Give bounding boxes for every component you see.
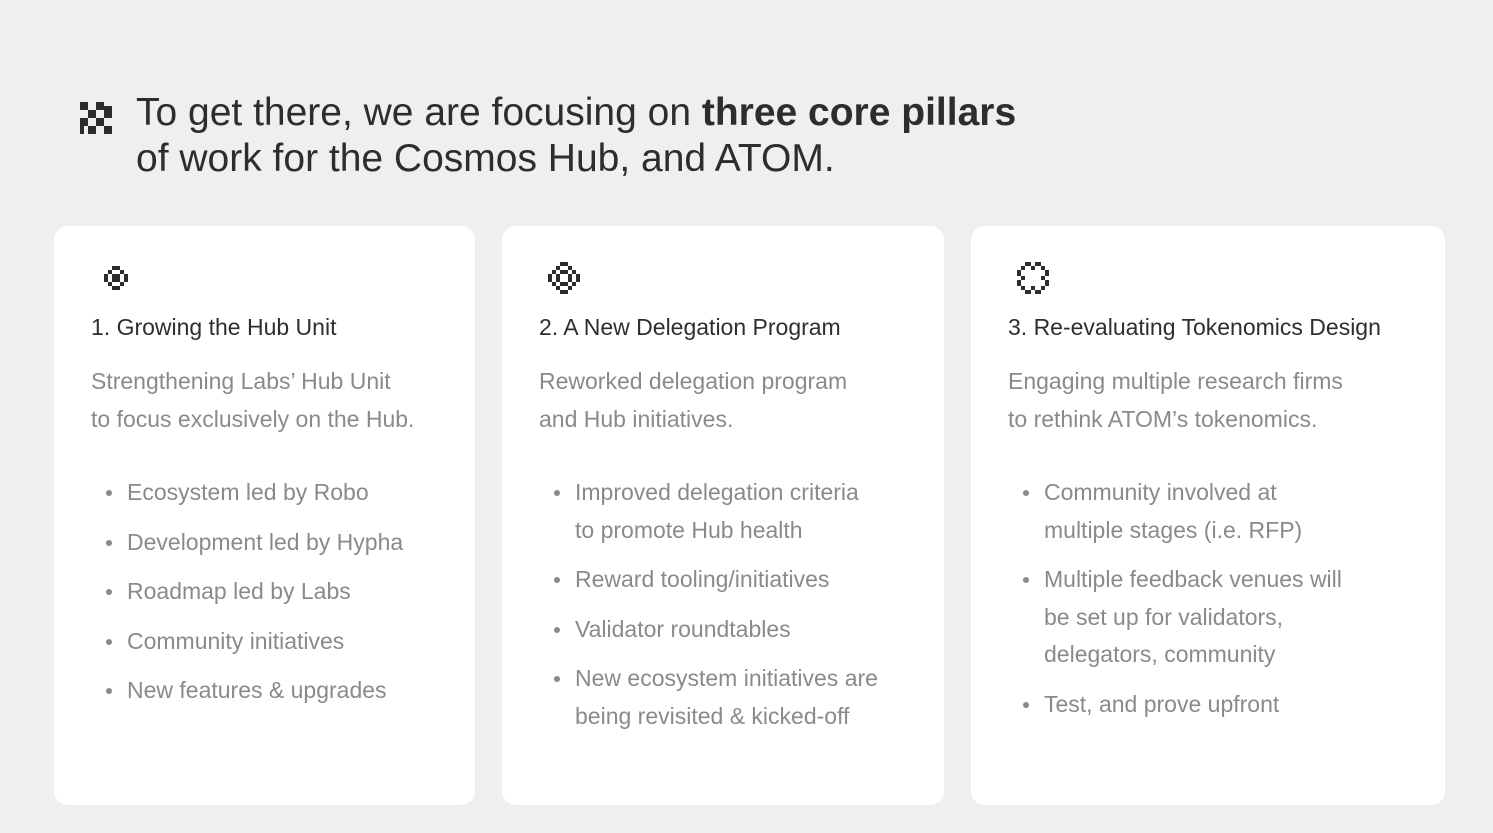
title-line2: of work for the Cosmos Hub, and ATOM.: [136, 137, 835, 180]
list-item: Reward tooling/initiatives: [554, 561, 878, 599]
pixel-ring-icon: [1017, 262, 1049, 294]
list-item: Roadmap led by Labs: [106, 573, 403, 611]
description-line: Reworked delegation program: [539, 368, 848, 394]
hollow-pixel-diamond-icon: [548, 262, 580, 294]
page-title: [136, 90, 1016, 182]
checker-diamond-icon: [80, 102, 112, 134]
list-item: Ecosystem led by Robo: [106, 474, 403, 512]
description-line: Strengthening Labs’ Hub Unit: [91, 368, 391, 394]
description-line: to focus exclusively on the Hub.: [91, 406, 415, 432]
pillar-bullet-list: [554, 474, 878, 747]
list-item: Validator roundtables: [554, 611, 878, 649]
pillar-description: [91, 362, 491, 438]
list-item: Development led by Hypha: [106, 524, 403, 562]
pillar-bullet-list: [1023, 474, 1342, 735]
pillar-bullet-list: [106, 474, 403, 722]
pillar-description: [1008, 362, 1408, 438]
pillar-description: [539, 362, 939, 438]
pillar-title: 3. Re-evaluating Tokenomics Design: [1008, 314, 1381, 340]
title-highlight: three core pillars: [701, 91, 1017, 134]
list-item: Test, and prove upfront: [1023, 686, 1342, 724]
list-item: Community involved at multiple stages (i.e. RFP): [1023, 474, 1342, 549]
header: [80, 90, 1016, 182]
title-line1-prefix: To get there, we are focusing on: [136, 91, 702, 134]
description-line: Engaging multiple research firms: [1008, 368, 1343, 394]
list-item: New features & upgrades: [106, 672, 403, 710]
pillar-card-3: [971, 226, 1445, 805]
list-item: Multiple feedback venues will be set up for validators, delegators, community: [1023, 561, 1342, 674]
list-item: New ecosystem initiatives are being revisited & kicked-off: [554, 660, 878, 735]
pillar-title: 1. Growing the Hub Unit: [91, 314, 337, 340]
description-line: and Hub initiatives.: [539, 406, 734, 432]
description-line: to rethink ATOM’s tokenomics.: [1008, 406, 1318, 432]
pillar-card-2: [502, 226, 944, 805]
small-pixel-diamond-icon: [100, 262, 132, 294]
list-item: Community initiatives: [106, 623, 403, 661]
pillar-title: 2. A New Delegation Program: [539, 314, 841, 340]
list-item: Improved delegation criteria to promote Hub health: [554, 474, 878, 549]
pillar-card-1: [54, 226, 475, 805]
